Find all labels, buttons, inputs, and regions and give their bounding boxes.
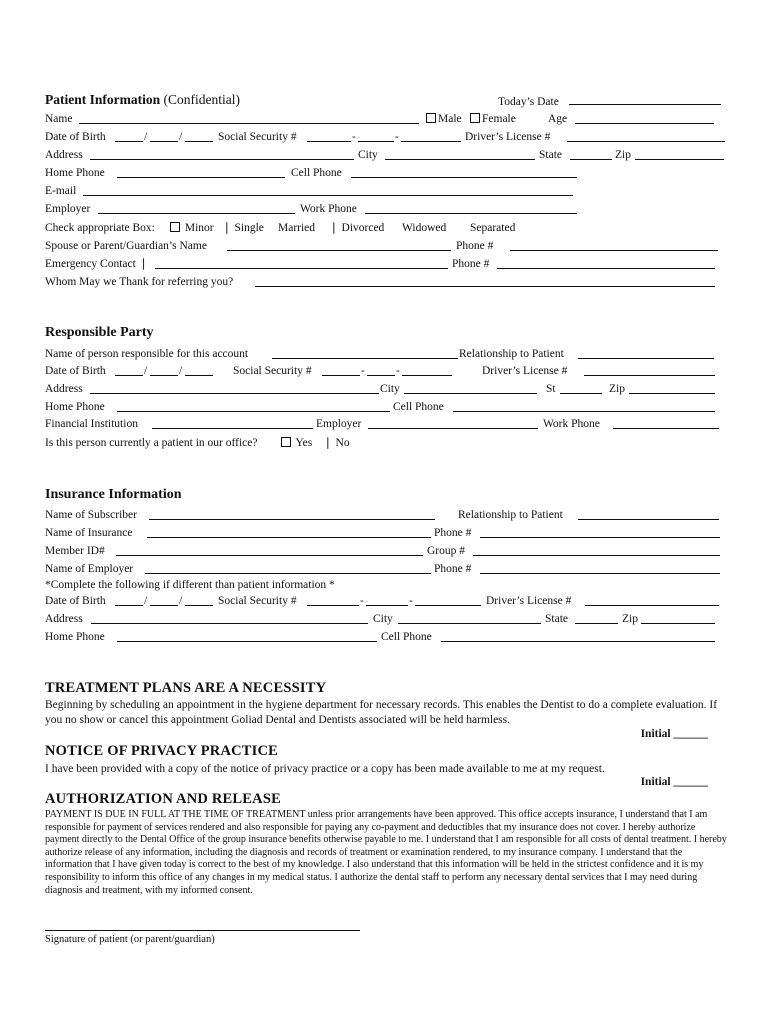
home-phone-label: Home Phone: [45, 167, 105, 179]
responsible-zip-label: Zip: [609, 383, 625, 395]
authorization-title: AUTHORIZATION AND RELEASE: [45, 791, 281, 807]
no-option[interactable]: ❘ No: [323, 437, 350, 449]
state-field[interactable]: [570, 148, 612, 160]
insurance-dob-day[interactable]: [150, 594, 178, 606]
privacy-initial[interactable]: Initial ______: [640, 776, 708, 788]
insurance-note: *Complete the following if different than patient information *: [45, 579, 335, 591]
insurance-employer-phone-field[interactable]: [480, 562, 720, 574]
dob-label: Date of Birth: [45, 131, 106, 143]
responsible-home-phone-label: Home Phone: [45, 401, 105, 413]
responsible-cell-phone-field[interactable]: [453, 400, 715, 412]
responsible-city-field[interactable]: [404, 382, 537, 394]
responsible-relationship-field[interactable]: [578, 347, 714, 359]
zip-field[interactable]: [635, 148, 724, 160]
insurance-dl-label: Driver’s License #: [486, 595, 572, 607]
responsible-name-label: Name of person responsible for this account: [45, 348, 249, 360]
minor-checkbox[interactable]: Minor: [170, 221, 214, 235]
responsible-ssn-label: Social Security #: [233, 365, 312, 377]
emergency-label: Emergency Contact ❘: [45, 258, 149, 270]
treatment-title: TREATMENT PLANS ARE A NECESSITY: [45, 680, 327, 696]
zip-label: Zip: [615, 149, 631, 161]
current-patient-label: Is this person currently a patient in our office?: [45, 437, 258, 449]
insurance-name-label: Name of Insurance: [45, 527, 133, 539]
yes-checkbox[interactable]: Yes: [281, 436, 312, 450]
insurance-ssn-part1[interactable]: [307, 594, 359, 606]
member-id-field[interactable]: [116, 544, 423, 556]
address-field[interactable]: [90, 148, 354, 160]
responsible-address-label: Address: [45, 383, 83, 395]
spouse-phone-label: Phone #: [456, 240, 494, 252]
subscriber-label: Name of Subscriber: [45, 509, 137, 521]
insurance-ssn-part2[interactable]: [366, 594, 408, 606]
insurance-state-label: State: [545, 613, 568, 625]
employer-field[interactable]: [98, 202, 295, 214]
referral-label: Whom May we Thank for referring you?: [45, 276, 234, 288]
insurance-zip-field[interactable]: [641, 612, 715, 624]
work-phone-field[interactable]: [365, 202, 577, 214]
responsible-name-field[interactable]: [272, 347, 458, 359]
responsible-dob-day[interactable]: [150, 364, 178, 376]
privacy-title: NOTICE OF PRIVACY PRACTICE: [45, 743, 279, 759]
todays-date-label: Today’s Date: [498, 96, 559, 108]
responsible-st-label: St: [546, 383, 556, 395]
insurance-relationship-field[interactable]: [578, 508, 719, 520]
responsible-ssn-part3[interactable]: [402, 364, 452, 376]
home-phone-field[interactable]: [117, 166, 285, 178]
checkbox-icon: [281, 437, 291, 447]
single-option[interactable]: ❘ Single: [222, 222, 264, 234]
insurance-address-label: Address: [45, 613, 83, 625]
responsible-city-label: City: [380, 383, 400, 395]
drivers-license-field[interactable]: [567, 130, 725, 142]
privacy-text: I have been provided with a copy of the notice of privacy practice or a copy has been made available to me at my request.: [45, 763, 605, 775]
address-label: Address: [45, 149, 83, 161]
checkbox-icon: [170, 222, 180, 232]
spouse-label: Spouse or Parent/Guardian’s Name: [45, 240, 207, 252]
emergency-contact-field[interactable]: [155, 257, 448, 269]
checkbox-icon: [426, 113, 436, 123]
todays-date-field[interactable]: [569, 93, 721, 105]
responsible-dob-year[interactable]: [185, 364, 213, 376]
responsible-work-phone-label: Work Phone: [543, 418, 600, 430]
drivers-license-label: Driver’s License #: [465, 131, 551, 143]
responsible-employer-label: Employer: [316, 418, 362, 430]
age-field[interactable]: [575, 112, 714, 124]
insurance-relationship-label: Relationship to Patient: [458, 509, 563, 521]
dob-day-field[interactable]: [150, 130, 178, 142]
female-checkbox[interactable]: Female: [470, 112, 516, 126]
age-label: Age: [548, 113, 568, 125]
spouse-phone-field[interactable]: [510, 239, 718, 251]
treatment-text: Beginning by scheduling an appointment in the hygiene department for necessary records. This enables the Dentist to do a complete evaluation. If you no show or cancel this appointment Goliad Dental and Dentists associated will be held harmless.: [45, 699, 718, 726]
dob-month-field[interactable]: [115, 130, 143, 142]
responsible-section-title: Responsible Party: [45, 325, 154, 340]
widowed-option[interactable]: Widowed: [402, 222, 447, 234]
responsible-employer-field[interactable]: [368, 417, 538, 429]
state-label: State: [539, 149, 562, 161]
patient-name-field[interactable]: [79, 112, 419, 124]
work-phone-label: Work Phone: [300, 203, 357, 215]
insurance-phone-label: Phone #: [434, 527, 472, 539]
ssn-part2-field[interactable]: [358, 130, 394, 142]
ssn-part1-field[interactable]: [307, 130, 351, 142]
married-option[interactable]: Married: [278, 222, 316, 234]
financial-field[interactable]: [152, 417, 313, 429]
separated-option[interactable]: Separated: [470, 222, 516, 234]
insurance-zip-label: Zip: [622, 613, 638, 625]
ssn-label: Social Security #: [218, 131, 297, 143]
insurance-ssn-label: Social Security #: [218, 595, 297, 607]
referral-field[interactable]: [255, 275, 715, 287]
responsible-dl-label: Driver’s License #: [482, 365, 568, 377]
treatment-initial[interactable]: Initial ______: [640, 728, 708, 740]
insurance-phone-field[interactable]: [480, 526, 720, 538]
insurance-employer-label: Name of Employer: [45, 563, 134, 575]
ssn-part3-field[interactable]: [401, 130, 461, 142]
cell-phone-field[interactable]: [351, 166, 577, 178]
insurance-dob-year[interactable]: [185, 594, 213, 606]
insurance-home-phone-field[interactable]: [117, 630, 377, 642]
group-field[interactable]: [473, 544, 720, 556]
check-box-label: Check appropriate Box:: [45, 222, 155, 234]
emergency-phone-field[interactable]: [497, 257, 715, 269]
responsible-address-field[interactable]: [90, 382, 379, 394]
insurance-name-field[interactable]: [147, 526, 431, 538]
responsible-ssn-part2[interactable]: [367, 364, 395, 376]
insurance-dl-field[interactable]: [585, 594, 719, 606]
financial-label: Financial Institution: [45, 418, 138, 430]
city-field[interactable]: [385, 148, 535, 160]
insurance-section-title: Insurance Information: [45, 487, 182, 502]
responsible-cell-phone-label: Cell Phone: [393, 401, 444, 413]
insurance-dob-month[interactable]: [115, 594, 143, 606]
subscriber-field[interactable]: [149, 508, 435, 520]
group-label: Group #: [427, 545, 466, 557]
patient-section-title: Patient Information (Confidential): [45, 92, 240, 107]
responsible-work-phone-field[interactable]: [613, 417, 719, 429]
responsible-relationship-label: Relationship to Patient: [459, 348, 564, 360]
insurance-dob-label: Date of Birth: [45, 595, 106, 607]
responsible-dob-month[interactable]: [115, 364, 143, 376]
responsible-ssn-part1[interactable]: [322, 364, 360, 376]
responsible-zip-field[interactable]: [629, 382, 715, 394]
insurance-home-phone-label: Home Phone: [45, 631, 105, 643]
responsible-dl-field[interactable]: [584, 364, 715, 376]
insurance-cell-phone-label: Cell Phone: [381, 631, 432, 643]
insurance-city-label: City: [373, 613, 393, 625]
name-label: Name: [45, 113, 73, 125]
insurance-employer-phone-label: Phone #: [434, 563, 472, 575]
insurance-address-field[interactable]: [91, 612, 368, 624]
signature-line[interactable]: [45, 930, 360, 931]
city-label: City: [358, 149, 378, 161]
insurance-employer-field[interactable]: [145, 562, 431, 574]
responsible-dob-label: Date of Birth: [45, 365, 106, 377]
male-checkbox[interactable]: Male: [426, 112, 462, 126]
authorization-text: PAYMENT IS DUE IN FULL AT THE TIME OF TREATMENT unless prior arrangements have been approved. This office accepts insurance, I understand that I am responsible for payment of services rendered and also responsible for paying any co-payment and deductibles that my insurance does not cover. I hereby authorize payment directly to the Dental Office of the group insurance benefits otherwise payable to me. I understand that I am responsible for all costs of dental treatment. I hereby authorize release of any information, including the diagnosis and records of treatment or examination rendered, to my insurance company. I understand that the information that I have given today is correct to the best of my knowledge. I also understand that this information will be held in the strictest confidence and it is my responsibility to inform this office of any changes in my medical status. I authorize the dental staff to perform any necessary dental services that I may need during diagnosis and treatment, with my informed consent.: [45, 809, 727, 896]
emergency-phone-label: Phone #: [452, 258, 490, 270]
cell-phone-label: Cell Phone: [291, 167, 342, 179]
checkbox-icon: [470, 113, 480, 123]
insurance-ssn-part3[interactable]: [415, 594, 481, 606]
insurance-state-field[interactable]: [575, 612, 618, 624]
email-field[interactable]: [83, 184, 573, 196]
responsible-st-field[interactable]: [560, 382, 602, 394]
dob-year-field[interactable]: [185, 130, 213, 142]
employer-label: Employer: [45, 203, 91, 215]
insurance-city-field[interactable]: [398, 612, 541, 624]
signature-label: Signature of patient (or parent/guardian): [45, 934, 215, 945]
responsible-home-phone-field[interactable]: [117, 400, 390, 412]
email-label: E-mail: [45, 185, 77, 197]
member-id-label: Member ID#: [45, 545, 105, 557]
insurance-cell-phone-field[interactable]: [441, 630, 715, 642]
divorced-option[interactable]: ❘ Divorced: [329, 222, 385, 234]
spouse-name-field[interactable]: [227, 239, 451, 251]
